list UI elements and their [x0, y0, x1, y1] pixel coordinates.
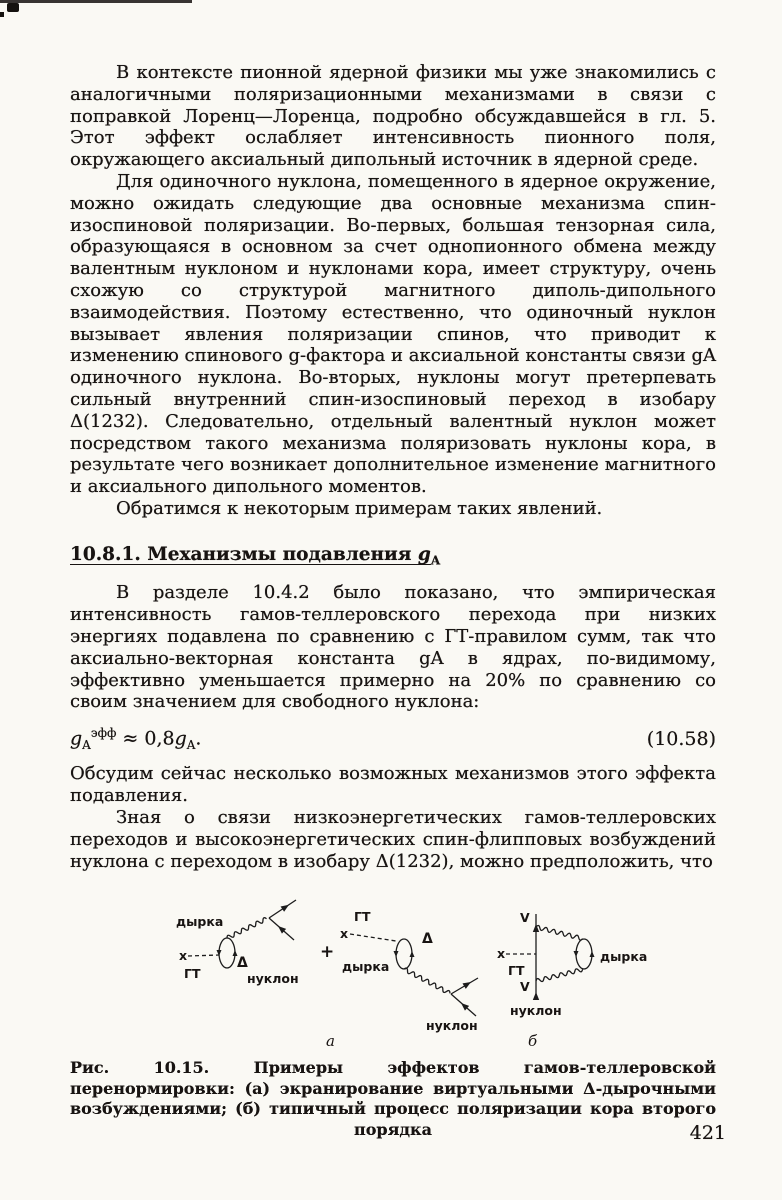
figure-10-15 — [70, 894, 716, 1140]
label-hole: дырка — [342, 959, 390, 975]
equation-g-lhs: g — [70, 727, 83, 750]
label-v-bottom: V — [520, 979, 530, 995]
wavy-line — [226, 917, 267, 940]
section-heading-prefix: 10.8.1. Механизмы подавления — [70, 543, 418, 565]
equation-sup-eff: эфф — [90, 726, 117, 741]
label-delta: Δ — [422, 931, 433, 948]
section-heading-g: g — [417, 543, 431, 565]
interaction-wavy-line — [536, 925, 584, 940]
figure-caption: Рис. 10.15. Примеры эффектов гамов-теллеровской перенормировки: (а) экранирование виртуальными Δ-дырочными возбуждениями; (б) типичный процесс поляризации кора второго порядка — [70, 1058, 716, 1139]
label-nucleon: нуклон — [510, 1003, 562, 1019]
gt-dashed-line — [350, 934, 396, 941]
pion-wavy-line — [403, 968, 451, 996]
scan-artifact — [0, 0, 192, 3]
paragraph-polarization-mechanisms: Для одиночного нуклона, помещенного в ядерное окружение, можно ожидать следующие два основные механизма спин-изоспиновой поляризации. Во-первых, большая тензорная сила, образующаяся в основном за счет однопионного обмена между валентным нуклоном и нуклонами кора, имеет структуру, очень схожую со структурой магнитного диполь-дипольного взаимодействия. Поэтому естественно, что одиночный нуклон вызывает явления поляризации спинов, что приводит к изменению спинового g-фактора и аксиальной константы связи gA одиночного нуклона. Во-вторых, нуклоны могут претерпевать сильный внутренний спин-изоспиновый переход в изобару Δ(1232). Следовательно, отдельный валентный нуклон может посредством такого механизма поляризовать нуклоны кора, в результате чего возникает дополнительное изменение магнитного и аксиального дипольного моментов. — [70, 170, 716, 498]
equation-number: (10.58) — [646, 727, 716, 750]
label-gt: ГТ — [184, 966, 201, 982]
section-heading — [70, 544, 716, 568]
page-number: 421 — [689, 1122, 726, 1144]
diagram-a-second-term — [340, 909, 478, 1033]
delta-hole-bubble — [396, 939, 412, 969]
diagram-b-core-polarization — [497, 910, 647, 1018]
page-content — [70, 62, 716, 1140]
equation-10-58 — [70, 726, 716, 752]
gt-dashed-line — [188, 955, 219, 956]
equation-sub-rhs: A — [186, 738, 196, 753]
gt-cross: x — [179, 948, 188, 964]
subfigure-label-b: б — [528, 1032, 538, 1051]
core-hole-bubble — [576, 939, 592, 969]
paragraph-gt-delta-link: Зная о связи низкоэнергетических гамов-теллеровских переходов и высокоэнергетических спин-флипповых возбуждений нуклона с переходом в изобару Δ(1232), можно предположить, что — [70, 806, 716, 872]
equation-relation: ≈ 0,8 — [116, 727, 175, 750]
paragraph-examples-intro: Обратимся к некоторым примерам таких явлений. — [116, 497, 603, 519]
diagram-a-screening — [176, 900, 299, 986]
subfigure-label-a: а — [326, 1032, 335, 1051]
arrowhead — [533, 992, 539, 1000]
equation-sub-lhs: A — [82, 738, 91, 753]
arrowhead — [281, 902, 291, 912]
gt-cross: x — [497, 946, 506, 962]
equation-g-rhs: g — [174, 727, 187, 750]
arrowhead — [410, 951, 415, 957]
arrowhead — [462, 980, 472, 990]
scan-artifact — [7, 3, 19, 12]
paragraph-discussion: Обсудим сейчас несколько возможных механизмов этого эффекта подавления. — [70, 763, 716, 807]
arrowhead — [394, 951, 399, 957]
gt-cross: x — [340, 926, 349, 942]
equation-period: . — [195, 727, 202, 750]
label-nucleon: нуклон — [247, 971, 299, 987]
paragraph-pion-context: В контексте пионной ядерной физики мы уже знакомились с аналогичными поляризационными механизмами в связи с поправкой Лоренц—Лоренца, подробно обсуждавшейся в гл. 5. Этот эффект ослабляет интенсивность пионного поля, окружающего аксиальный дипольный источник в ядерной среде. — [70, 62, 716, 171]
feynman-diagrams — [70, 894, 716, 1050]
wavy-line — [536, 925, 584, 940]
scan-artifact — [0, 12, 4, 17]
arrowhead — [590, 951, 595, 957]
label-hole: дырка — [176, 914, 224, 930]
section-heading-text — [70, 543, 441, 568]
wavy-line — [536, 968, 584, 983]
label-gt: ГТ — [354, 909, 371, 925]
pion-wavy-line — [226, 917, 267, 940]
section-heading-sub: A — [430, 553, 441, 568]
wavy-line — [403, 968, 451, 996]
label-hole: дырка — [600, 949, 648, 965]
label-v-top: V — [520, 910, 530, 926]
paragraph-ga-suppression: В разделе 10.4.2 было показано, что эмпирическая интенсивность гамов-теллеровского перехода при низких энергиях подавлена по сравнению с ГТ-правилом сумм, так что аксиально-векторная константа gA в ядрах, по-видимому, эффективно уменьшается примерно на 20% по сравнению со своим значением для свободного нуклона: — [70, 582, 716, 713]
plus-sign: + — [320, 942, 335, 963]
label-gt: ГТ — [508, 963, 525, 979]
label-nucleon: нуклон — [426, 1018, 478, 1034]
equation-expression — [70, 726, 201, 752]
arrowhead — [574, 951, 579, 957]
interaction-wavy-line — [536, 968, 584, 983]
delta-hole-bubble — [219, 938, 235, 968]
label-delta: Δ — [237, 955, 248, 972]
